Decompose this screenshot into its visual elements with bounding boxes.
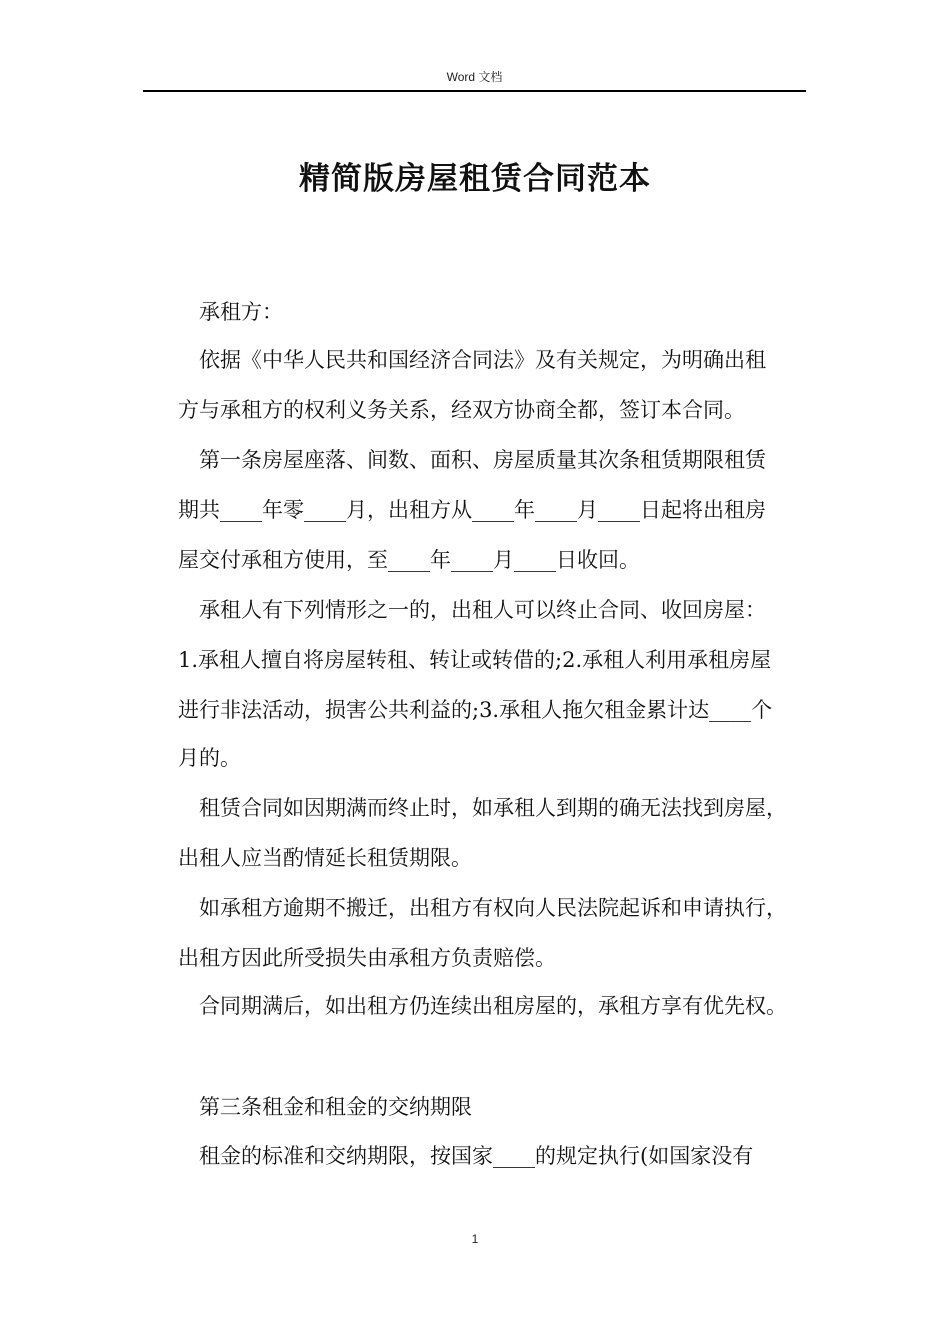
header-text: Word 文档 <box>446 70 503 84</box>
paragraph-line: 出租方因此所受损失由承租方负责赔偿。 <box>178 946 556 970</box>
paragraph-line: 依据《中华人民共和国经济合同法》及有关规定，为明确出租 <box>199 348 766 372</box>
paragraph-line: 租赁合同如因期满而终止时，如承租人到期的确无法找到房屋， <box>199 796 787 820</box>
page-header <box>143 66 806 92</box>
paragraph-line: 期共____年零____月，出租方从____年____月____日起将出租房 <box>178 498 766 522</box>
paragraph-line: 屋交付承租方使用，至____年____月____日收回。 <box>178 548 640 572</box>
paragraph-line: 1.承租人擅自将房屋转租、转让或转借的;2.承租人利用承租房屋 <box>178 648 772 672</box>
paragraph-line: 进行非法活动，损害公共利益的;3.承租人拖欠租金累计达____个 <box>178 698 773 722</box>
paragraph-line: 承租人有下列情形之一的，出租人可以终止合同、收回房屋： <box>199 598 766 622</box>
paragraph-line: 承租方： <box>199 300 283 324</box>
paragraph-line: 月的。 <box>178 746 241 770</box>
paragraph-line: 如承租方逾期不搬迁，出租方有权向人民法院起诉和申请执行， <box>199 896 787 920</box>
paragraph-line: 出租人应当酌情延长租赁期限。 <box>178 846 472 870</box>
section-heading: 第三条租金和租金的交纳期限 <box>199 1095 472 1119</box>
paragraph-line: 合同期满后，如出租方仍连续出租房屋的，承租方享有优先权。 <box>199 994 787 1018</box>
paragraph-line: 租金的标准和交纳期限，按国家____的规定执行(如国家没有 <box>199 1144 754 1168</box>
page-number: 1 <box>471 1232 479 1246</box>
document-title: 精简版房屋租赁合同范本 <box>299 161 651 197</box>
paragraph-line: 方与承租方的权利义务关系，经双方协商全都，签订本合同。 <box>178 398 745 422</box>
paragraph-line: 第一条房屋座落、间数、面积、房屋质量其次条租赁期限租赁 <box>199 448 766 472</box>
